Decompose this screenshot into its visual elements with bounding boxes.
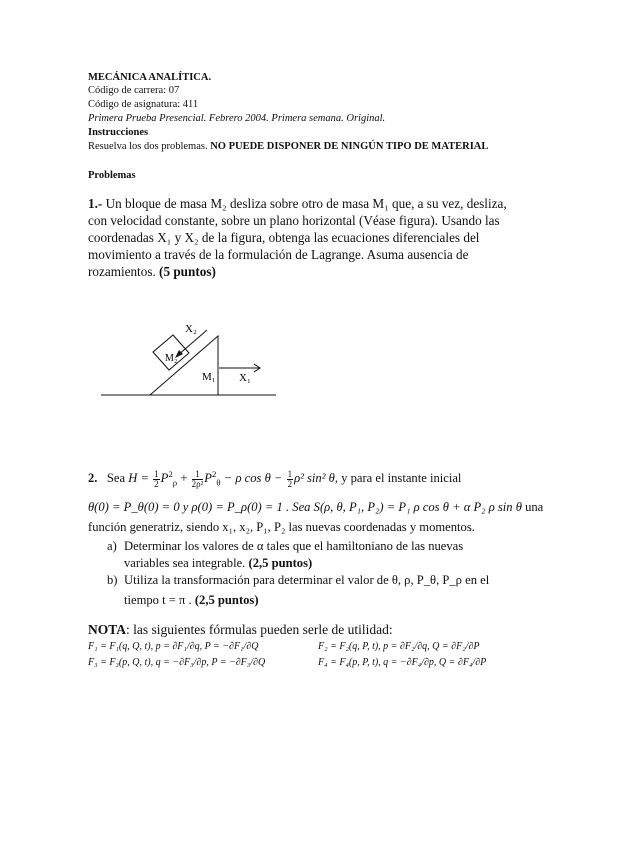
wedge-m1 (150, 336, 218, 395)
h-term2: P (204, 471, 212, 486)
nota-line (88, 622, 393, 638)
problem1-text1: Un bloque de masa M₂ desliza sobre otro de masa M₁ que, a su vez, desliza, (105, 196, 507, 211)
career-code: Código de carrera: 07 (88, 85, 180, 96)
instructions-title: Instrucciones (88, 127, 149, 138)
formula-f2: F₂ = F₂(q, P, t), p = ∂F₂/∂q, Q = ∂F₂/∂P (318, 641, 480, 652)
frac-half-2 (287, 470, 294, 489)
frac-num2: 1 (192, 470, 204, 480)
h-rest1: − ρ cos θ − (223, 471, 283, 486)
una: una (525, 500, 544, 514)
b-points: (2,5 puntos) (194, 593, 259, 607)
problem2-a-line1: Determinar los valores de α tales que el hamiltoniano de las nuevas (124, 539, 464, 553)
problem1-text5: rozamientos. (88, 264, 156, 279)
label-x1: X₁ (239, 372, 251, 384)
problem2-sea: Sea (106, 471, 126, 486)
h-lhs: H = (128, 471, 149, 486)
b-text2: tiempo t = π . (124, 593, 192, 607)
problem2-a-line2 (124, 555, 312, 571)
frac-den2: 2ρ² (191, 478, 204, 489)
h-term1: P (160, 471, 169, 486)
problem1-figure (95, 318, 280, 403)
document-title: MECÁNICA ANALÍTICA. (88, 72, 212, 83)
problem1-line5 (88, 264, 216, 281)
label-m1: M₁ (202, 371, 216, 383)
frac-half-rho (192, 470, 204, 489)
frac-den3: 2 (287, 478, 293, 489)
problem1-line1 (88, 196, 507, 213)
formula-f4: F₄ = F₄(p, P, t), q = −∂F₄/∂p, Q = ∂F₄/∂P (318, 657, 487, 668)
problems-title: Problemas (88, 170, 136, 181)
problem1-line3: coordenadas X₁ y X₂ de la figura, obtenga las ecuaciones diferenciales del (88, 230, 480, 245)
instructions-plain: Resuelva los dos problemas. (88, 141, 208, 152)
h-tail: , y para el instante inicial (334, 471, 462, 486)
problem1-line2: con velocidad constante, sobre un plano horizontal (Véase figura). Usando las (88, 213, 500, 228)
a-text2: variables sea integrable. (124, 556, 246, 570)
problem2-number: 2. (88, 471, 98, 486)
problem2-init-line (88, 499, 543, 515)
s-def: S(ρ, θ, P₁, P₂) = P₁ ρ cos θ + α P₂ ρ sin θ (313, 500, 522, 514)
problem2-fg-line: función generatriz, siendo x₁, x₂, P₁, P₂ las nuevas coordenadas y momentos. (88, 520, 475, 534)
a-points: (2,5 puntos) (248, 556, 313, 570)
problem2-a-label: a) (107, 539, 117, 553)
init-cond: θ(0) = P_θ(0) = 0 y ρ(0) = P_ρ(0) = 1 . Sea (88, 500, 311, 514)
frac-den: 2 (154, 478, 159, 489)
frac-num3: 1 (287, 468, 293, 479)
instructions-bold: NO PUEDE DISPONER DE NINGÚN TIPO DE MATERIAL (210, 141, 489, 152)
exam-info: Primera Prueba Presencial. Febrero 2004. Primera semana. Original. (88, 113, 386, 124)
frac-num: 1 (154, 468, 159, 479)
label-x2: X₂ (185, 323, 197, 335)
h-rest2: ρ² sin² θ (294, 471, 335, 486)
label-m2: M₂ (165, 353, 178, 364)
h-plus: + (180, 471, 188, 486)
instructions-text (88, 141, 488, 153)
problem2-hamiltonian-line: 2. Sea H = $\frac{1}{2}$ $P^2_\rho$ + $\frac{1}{\text{2ρ²}}$ $P^2_\theta - \rho$ cos θ − $\frac{1}{2}$ ρ² sin² θ, y para el instante inicial (88, 468, 462, 489)
nota-title: NOTA (88, 622, 127, 637)
problem1-line4: movimiento a través de la formulación de Lagrange. Asuma ausencia de (88, 247, 469, 262)
nota-text: : las siguientes fórmulas pueden serle de utilidad: (126, 622, 393, 637)
subject-code: Código de asignatura: 411 (88, 99, 199, 110)
formula-f3: F₃ = F₃(p, Q, t), q = −∂F₃/∂p, P = −∂F₃/∂Q (88, 657, 266, 668)
problem2-b-label: b) (107, 573, 118, 587)
frac-half-1 (153, 470, 160, 489)
formula-f1: F₁ = F₁(q, Q, t), p = ∂F₁/∂q, P = −∂F₁/∂Q (88, 641, 259, 652)
problem2-b-line1: Utiliza la transformación para determinar el valor de θ, ρ, P_θ, P_ρ en el (124, 573, 490, 587)
problem1-number: 1.- (88, 196, 103, 211)
problem1-points: (5 puntos) (159, 264, 216, 279)
problem2-b-line2 (124, 592, 259, 608)
